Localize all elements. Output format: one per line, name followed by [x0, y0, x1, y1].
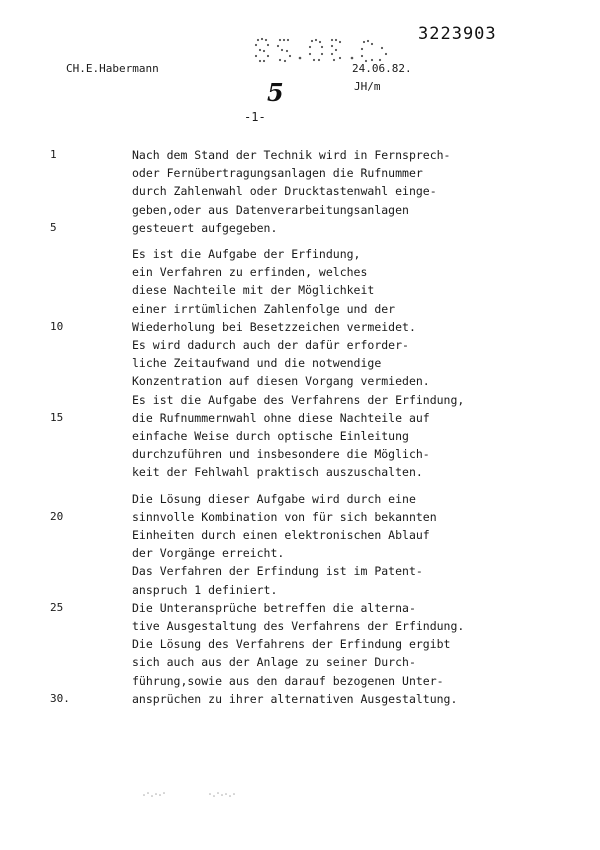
text-line: diese Nachteile mit der Möglichkeit: [132, 283, 375, 298]
text-line: geben,oder aus Datenverarbeitungsanlagen: [132, 202, 409, 217]
text-line: durch Zahlenwahl oder Drucktastenwahl einge-: [132, 184, 437, 199]
text-line: Nach dem Stand der Technik wird in Fernsprech-: [132, 148, 451, 162]
text-line: Die Lösung dieser Aufgabe wird durch eine: [132, 491, 416, 506]
line-number: 10: [50, 319, 64, 333]
text-line: Es ist die Aufgabe des Verfahrens der Erfindung,: [132, 392, 465, 407]
document-date: 24.06.82.: [352, 62, 412, 75]
text-line: anspruch 1 definiert.: [132, 582, 278, 597]
line-number: 1: [50, 148, 57, 161]
text-line: Es wird dadurch auch der dafür erforder-: [132, 338, 409, 352]
text-line: führung,sowie aus den darauf bezogenen Unter-: [132, 673, 444, 688]
text-line: Die Lösung des Verfahrens der Erfindung ergibt: [132, 637, 451, 652]
document-number: 3223903: [418, 24, 497, 44]
line-number: 15: [50, 410, 64, 424]
text-line: Wiederholung bei Besetzzeichen vermeidet.: [132, 319, 416, 334]
text-line: keit der Fehlwahl praktisch auszuschalten.: [132, 465, 423, 480]
text-line: der Vorgänge erreicht.: [132, 546, 285, 561]
reference-initials: JH/m: [354, 80, 381, 93]
line-number: 5: [50, 220, 57, 234]
line-number: 20: [50, 509, 64, 523]
handwritten-page-number: 5: [267, 78, 284, 107]
text-line: gesteuert aufgegeben.: [132, 220, 278, 235]
text-line: liche Zeitaufwand und die notwendige: [132, 356, 382, 371]
text-line: Es ist die Aufgabe der Erfindung,: [132, 247, 361, 261]
page-marker: -1-: [244, 110, 266, 124]
text-line: einer irrtümlichen Zahlenfolge und der: [132, 301, 396, 316]
text-line: durchzuführen und insbesondere die Möglich-: [132, 447, 430, 462]
text-line: ein Verfahren zu erfinden, welches: [132, 265, 368, 280]
text-line: die Rufnummernwahl ohne diese Nachteile auf: [132, 410, 430, 425]
text-line: Das Verfahren der Erfindung ist im Patent-: [132, 564, 423, 579]
text-line: sinnvolle Kombination von für sich bekannten: [132, 509, 437, 524]
text-line: einfache Weise durch optische Einleitung: [132, 429, 409, 443]
text-line: Einheiten durch einen elektronischen Ablauf: [132, 528, 430, 542]
text-line: Konzentration auf diesen Vorgang vermieden.: [132, 374, 430, 389]
author-name: CH.E.Habermann: [66, 62, 159, 75]
text-line: tive Ausgestaltung des Verfahrens der Erfindung.: [132, 619, 465, 633]
text-line: Die Unteransprüche betreffen die alterna-: [132, 600, 416, 615]
line-number: 30.: [50, 691, 70, 705]
text-line: oder Fernübertragungsanlagen die Rufnummer: [132, 166, 423, 181]
scan-specks-icon: [140, 787, 260, 803]
text-line: ansprüchen zu ihrer alternativen Ausgestaltung.: [132, 691, 458, 706]
text-line: sich auch aus der Anlage zu seiner Durch-: [132, 655, 416, 670]
line-number: 25: [50, 600, 64, 614]
